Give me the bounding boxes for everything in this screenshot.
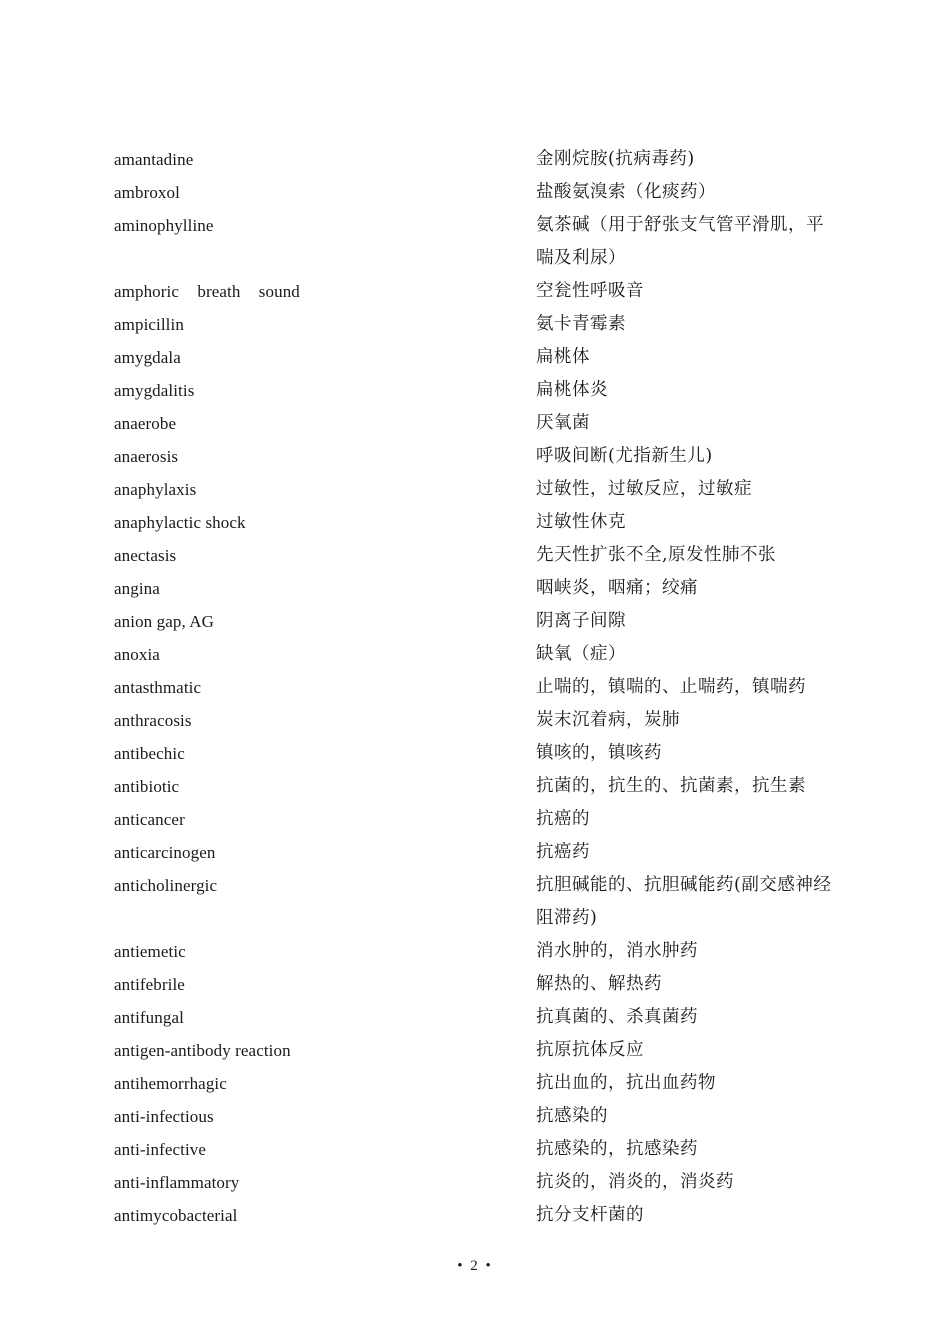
glossary-entry (114, 440, 844, 473)
entry-term: anectasis (114, 546, 177, 565)
glossary-entry (114, 935, 844, 968)
entry-definition: 厌氧菌 (536, 413, 590, 433)
glossary-entry (114, 1133, 844, 1166)
entry-term: anion gap, AG (114, 612, 214, 631)
entry-term: antihemorrhagic (114, 1074, 227, 1093)
entry-term: antifebrile (114, 975, 185, 994)
entry-definition: 抗感染的，抗感染药 (536, 1139, 698, 1159)
entry-definition: 消水肿的，消水肿药 (536, 941, 698, 961)
entry-definition: 炭末沉着病，炭肺 (536, 710, 680, 730)
entry-term: amphoric breath sound (114, 282, 300, 301)
glossary-entry (114, 209, 844, 275)
glossary-entry (114, 572, 844, 605)
glossary-entry (114, 407, 844, 440)
entry-term: ambroxol (114, 183, 180, 202)
entry-term: anti-infectious (114, 1107, 214, 1126)
glossary-entry (114, 473, 844, 506)
glossary-entry (114, 1001, 844, 1034)
entry-definition: 止喘的，镇喘的、止喘药，镇喘药 (536, 677, 806, 697)
glossary-entry (114, 968, 844, 1001)
glossary-entry (114, 275, 844, 308)
glossary-entry (114, 1034, 844, 1067)
entry-definition: 抗原抗体反应 (536, 1040, 644, 1060)
entry-definition: 抗胆碱能的、抗胆碱能药(副交感神经阻滞药) (536, 875, 832, 928)
entry-definition: 盐酸氨溴索（化痰药） (536, 182, 716, 202)
entry-term: antibiotic (114, 777, 180, 796)
glossary-entry (114, 308, 844, 341)
entry-definition: 解热的、解热药 (536, 974, 662, 994)
entry-term: antasthmatic (114, 678, 202, 697)
entry-definition: 扁桃体 (536, 347, 590, 367)
glossary-list (114, 143, 844, 1232)
entry-definition: 抗出血的，抗出血药物 (536, 1073, 716, 1093)
entry-definition: 咽峡炎，咽痛；绞痛 (536, 578, 698, 598)
glossary-entry (114, 374, 844, 407)
entry-definition: 抗菌的，抗生的、抗菌素，抗生素 (536, 776, 806, 796)
glossary-entry (114, 737, 844, 770)
glossary-entry (114, 1067, 844, 1100)
glossary-entry (114, 539, 844, 572)
entry-definition: 氨卡青霉素 (536, 314, 626, 334)
entry-definition: 阴离子间隙 (536, 611, 626, 631)
entry-term: antibechic (114, 744, 185, 763)
glossary-entry (114, 770, 844, 803)
entry-term: anti-inflammatory (114, 1173, 240, 1192)
glossary-entry (114, 143, 844, 176)
entry-term: anoxia (114, 645, 160, 664)
entry-term: ampicillin (114, 315, 184, 334)
entry-definition: 抗癌药 (536, 842, 590, 862)
entry-definition: 抗感染的 (536, 1106, 608, 1126)
entry-definition: 抗分支杆菌的 (536, 1205, 644, 1225)
entry-term: anticarcinogen (114, 843, 216, 862)
entry-term: antiemetic (114, 942, 186, 961)
entry-term: anticholinergic (114, 876, 218, 895)
entry-definition: 扁桃体炎 (536, 380, 608, 400)
entry-term: anaphylaxis (114, 480, 197, 499)
entry-term: anthracosis (114, 711, 192, 730)
entry-definition: 氨茶碱（用于舒张支气管平滑肌，平喘及利尿） (536, 215, 824, 268)
entry-definition: 金刚烷胺(抗病毒药) (536, 149, 695, 169)
entry-term: amygdalitis (114, 381, 195, 400)
entry-definition: 空瓮性呼吸音 (536, 281, 644, 301)
entry-term: antigen-antibody reaction (114, 1041, 291, 1060)
glossary-entry (114, 341, 844, 374)
entry-definition: 抗炎的，消炎的，消炎药 (536, 1172, 734, 1192)
entry-term: amantadine (114, 150, 194, 169)
glossary-entry (114, 1166, 844, 1199)
glossary-entry (114, 638, 844, 671)
glossary-entry (114, 671, 844, 704)
entry-definition: 镇咳的，镇咳药 (536, 743, 662, 763)
glossary-entry (114, 176, 844, 209)
glossary-entry (114, 803, 844, 836)
entry-term: anti-infective (114, 1140, 207, 1159)
entry-definition: 先天性扩张不全,原发性肺不张 (536, 545, 777, 565)
entry-definition: 过敏性休克 (536, 512, 626, 532)
entry-definition: 呼吸间断(尤指新生儿) (536, 446, 713, 466)
entry-definition: 抗真菌的、杀真菌药 (536, 1007, 698, 1027)
entry-term: angina (114, 579, 160, 598)
glossary-entry (114, 704, 844, 737)
glossary-entry (114, 605, 844, 638)
entry-term: anaerosis (114, 447, 179, 466)
entry-term: amygdala (114, 348, 181, 367)
entry-definition: 过敏性，过敏反应，过敏症 (536, 479, 752, 499)
entry-definition: 抗癌的 (536, 809, 590, 829)
entry-definition: 缺氧（症） (536, 644, 626, 664)
glossary-entry (114, 1100, 844, 1133)
entry-term: anticancer (114, 810, 185, 829)
page-number: • 2 • (457, 1258, 493, 1274)
entry-term: aminophylline (114, 216, 214, 235)
glossary-entry (114, 869, 844, 935)
entry-term: antifungal (114, 1008, 184, 1027)
glossary-entry (114, 506, 844, 539)
glossary-entry (114, 836, 844, 869)
entry-term: anaerobe (114, 414, 177, 433)
entry-term: antimycobacterial (114, 1206, 238, 1225)
entry-term: anaphylactic shock (114, 513, 246, 532)
glossary-entry (114, 1199, 844, 1232)
